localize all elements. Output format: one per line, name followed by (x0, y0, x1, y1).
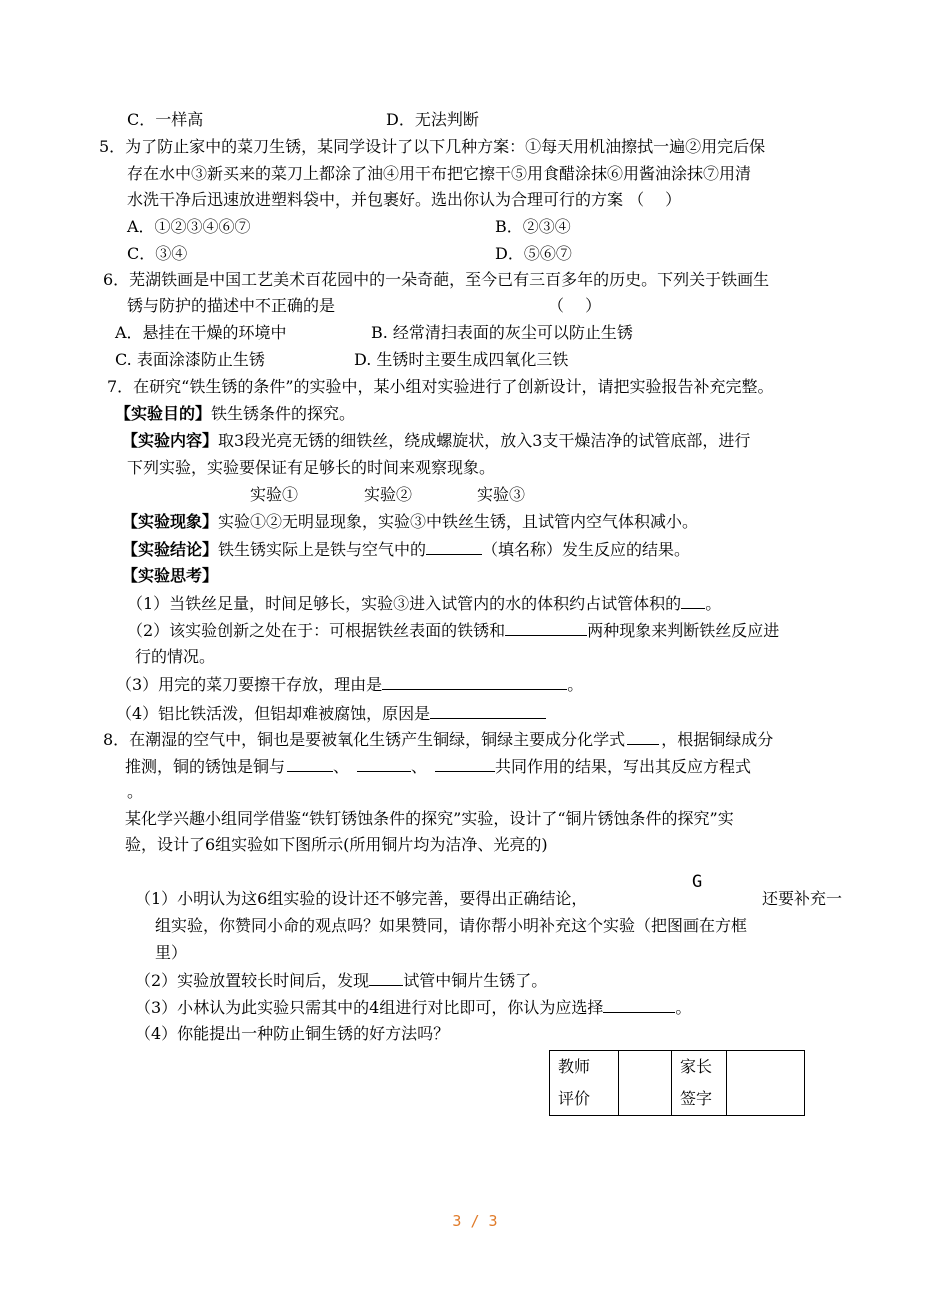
q5-option-a: A．①②③④⑥⑦ (127, 217, 251, 236)
q8-sub1-line1a: （1）小明认为这6组实验的设计还不够完善，要得出正确结论， (135, 889, 588, 908)
q7-thinking-1-end: 。 (705, 594, 722, 613)
q7-content (122, 431, 750, 451)
q7-thinking-2 (127, 620, 779, 641)
q7-purpose (115, 404, 355, 424)
q7-thinking-4-blank[interactable] (430, 703, 546, 719)
q8-sub1-line1b: 还要补充一 (762, 889, 843, 908)
q7-content-line2: 下列实验，实验要保证有足够长的时间来观察现象。 (127, 458, 496, 477)
q7-phenomenon (122, 512, 698, 532)
q7-thinking-1-text: （1）当铁丝足量，时间足够长，实验③进入试管内的水的体积约占试管体积的 (127, 594, 682, 613)
q8-sub1-line2: 组实验，你赞同小命的观点吗？如果赞同，请你帮小明补充这个实验（把图画在方框 (155, 916, 748, 935)
parent-sign-cell[interactable] (727, 1051, 805, 1116)
q7-thinking-1-blank[interactable] (681, 593, 705, 609)
q6-line1: 6．芜湖铁画是中国工艺美术百花园中的一朵奇葩，至今已有三百多年的历史。下列关于铁画生 (103, 270, 770, 289)
q7-thinking-3-blank[interactable] (382, 674, 567, 690)
q8-line1-text-b: ，根据铜绿成分 (661, 730, 774, 749)
q7-purpose-label: 【实验目的】 (115, 404, 212, 423)
parent-sign-label-2: 签字 (680, 1089, 713, 1108)
q7-conclusion (122, 539, 690, 560)
q8-sep-2: 、 (411, 757, 428, 776)
q7-thinking-4-text: （4）铝比铁活泼，但铝却难被腐蚀，原因是 (116, 704, 431, 723)
q8-line2 (125, 756, 751, 777)
q7-content-label: 【实验内容】 (122, 431, 219, 450)
q5-option-b: B．②③④ (495, 217, 571, 236)
q8-reactant-blank-1[interactable] (287, 756, 333, 772)
q7-conclusion-text-b: （填名称）发生反应的结果。 (482, 540, 691, 559)
q5-line3: 水洗干净后迅速放进塑料袋中，并包裹好。选出你认为合理可行的方案 （ ） (127, 190, 682, 209)
q8-line3: 。 (127, 782, 144, 801)
q8-sub3-blank[interactable] (603, 997, 675, 1013)
q8-sub3-text-a: （3）小林认为此实验只需其中的4组进行对比即可，你认为应选择 (135, 998, 604, 1017)
q8-line1-text-a: 8．在潮湿的空气中，铜也是要被氧化生锈产生铜绿，铜绿主要成分化学式 (103, 730, 626, 749)
q6-option-b: B. 经常清扫表面的灰尘可以防止生锈 (371, 323, 633, 342)
q7-content-text: 取3段光亮无锈的细铁丝，绕成螺旋状，放入3支干燥洁净的试管底部，进行 (218, 431, 751, 450)
page-number: 3 / 3 (452, 1212, 498, 1230)
q8-sub3 (135, 997, 691, 1018)
q8-sub2-text-b: 试管中铜片生锈了。 (403, 971, 548, 990)
q7-purpose-text: 铁生锈条件的探究。 (211, 404, 356, 423)
q7-experiment-2-label: 实验② (364, 485, 413, 504)
evaluation-table (549, 1050, 805, 1116)
q8-g-mark: G (692, 872, 703, 892)
q8-reactant-blank-2[interactable] (357, 756, 411, 772)
q8-paragraph-line2: 验，设计了6组实验如下图所示(所用铜片均为洁净、光亮的) (125, 835, 548, 854)
q7-thinking-2-line2: 行的情况。 (135, 647, 216, 666)
q7-thinking-3 (116, 674, 583, 695)
q5-line2: 存在水中③新买来的菜刀上都涂了油④用干布把它擦干⑤用食醋涂抹⑥用酱油涂抹⑦用清 (127, 164, 752, 183)
q6-line2: 锈与防护的描述中不正确的是 (127, 296, 336, 315)
q8-reactant-blank-3[interactable] (435, 756, 495, 772)
q8-line1 (103, 729, 773, 750)
q7-thinking-2-text-a: （2）该实验创新之处在于：可根据铁丝表面的铁锈和 (127, 621, 506, 640)
q7-thinking-header (122, 566, 218, 586)
q7-thinking-1 (127, 593, 721, 614)
q6-answer-paren: （ ） (548, 296, 602, 315)
q7-thinking-4 (116, 703, 546, 724)
q7-thinking-label: 【实验思考】 (122, 566, 219, 585)
q5-option-c: C．③④ (127, 244, 188, 263)
q8-line2-text-a: 推测，铜的锈蚀是铜与 (125, 757, 286, 776)
q6-option-d: D. 生锈时主要生成四氧化三铁 (354, 350, 569, 369)
q7-thinking-3-end: 。 (567, 675, 584, 694)
q7-conclusion-label: 【实验结论】 (122, 540, 219, 559)
q8-sub4: （4）你能提出一种防止铜生锈的好方法吗？ (135, 1024, 450, 1043)
q8-sub2 (135, 970, 547, 991)
q7-phenomenon-label: 【实验现象】 (122, 512, 219, 531)
q4-option-d: D．无法判断 (386, 110, 479, 129)
q8-sub3-text-b: 。 (675, 998, 692, 1017)
teacher-eval-label (550, 1051, 619, 1116)
q7-phenomenon-text: 实验①②无明显现象，实验③中铁丝生锈，且试管内空气体积减小。 (218, 512, 699, 531)
q7-experiment-1-label: 实验① (250, 485, 299, 504)
q7-experiment-3-label: 实验③ (477, 485, 526, 504)
q8-sub1-line3: 里） (155, 943, 188, 962)
teacher-eval-label-1: 教师 (558, 1057, 591, 1076)
q7-thinking-3-text: （3）用完的菜刀要擦干存放，理由是 (116, 675, 383, 694)
q7-conclusion-blank[interactable] (426, 539, 482, 555)
teacher-eval-label-2: 评价 (558, 1089, 591, 1108)
q8-line2-text-b: 共同作用的结果，写出其反应方程式 (495, 757, 752, 776)
q6-option-a: A．悬挂在干燥的环境中 (115, 323, 287, 342)
q6-option-c: C. 表面涂漆防止生锈 (115, 350, 265, 369)
parent-sign-label-1: 家长 (680, 1057, 713, 1076)
q5-option-d: D．⑤⑥⑦ (495, 244, 572, 263)
q8-sub2-text-a: （2）实验放置较长时间后，发现 (135, 971, 370, 990)
parent-sign-label (672, 1051, 727, 1116)
q8-paragraph-line1: 某化学兴趣小组同学借鉴“铁钉锈蚀条件的探究”实验，设计了“铜片锈蚀条件的探究”实 (125, 809, 734, 828)
q5-line1: 5．为了防止家中的菜刀生锈，某同学设计了以下几种方案：①每天用机油擦拭一遍②用完后保 (99, 137, 766, 156)
q8-sep-1: 、 (333, 757, 350, 776)
q8-sub2-blank[interactable] (369, 970, 403, 986)
q7-conclusion-text-a: 铁生锈实际上是铁与空气中的 (218, 540, 427, 559)
q4-option-c: C．一样高 (127, 110, 204, 129)
q8-formula-blank[interactable] (627, 729, 659, 745)
q7-thinking-2-blank[interactable] (505, 620, 587, 636)
q7-intro: 7．在研究“铁生锈的条件”的实验中，某小组对实验进行了创新设计，请把实验报告补充完整。 (107, 377, 774, 396)
q7-thinking-2-text-b: 两种现象来判断铁丝反应进 (587, 621, 780, 640)
teacher-eval-cell[interactable] (619, 1051, 672, 1116)
